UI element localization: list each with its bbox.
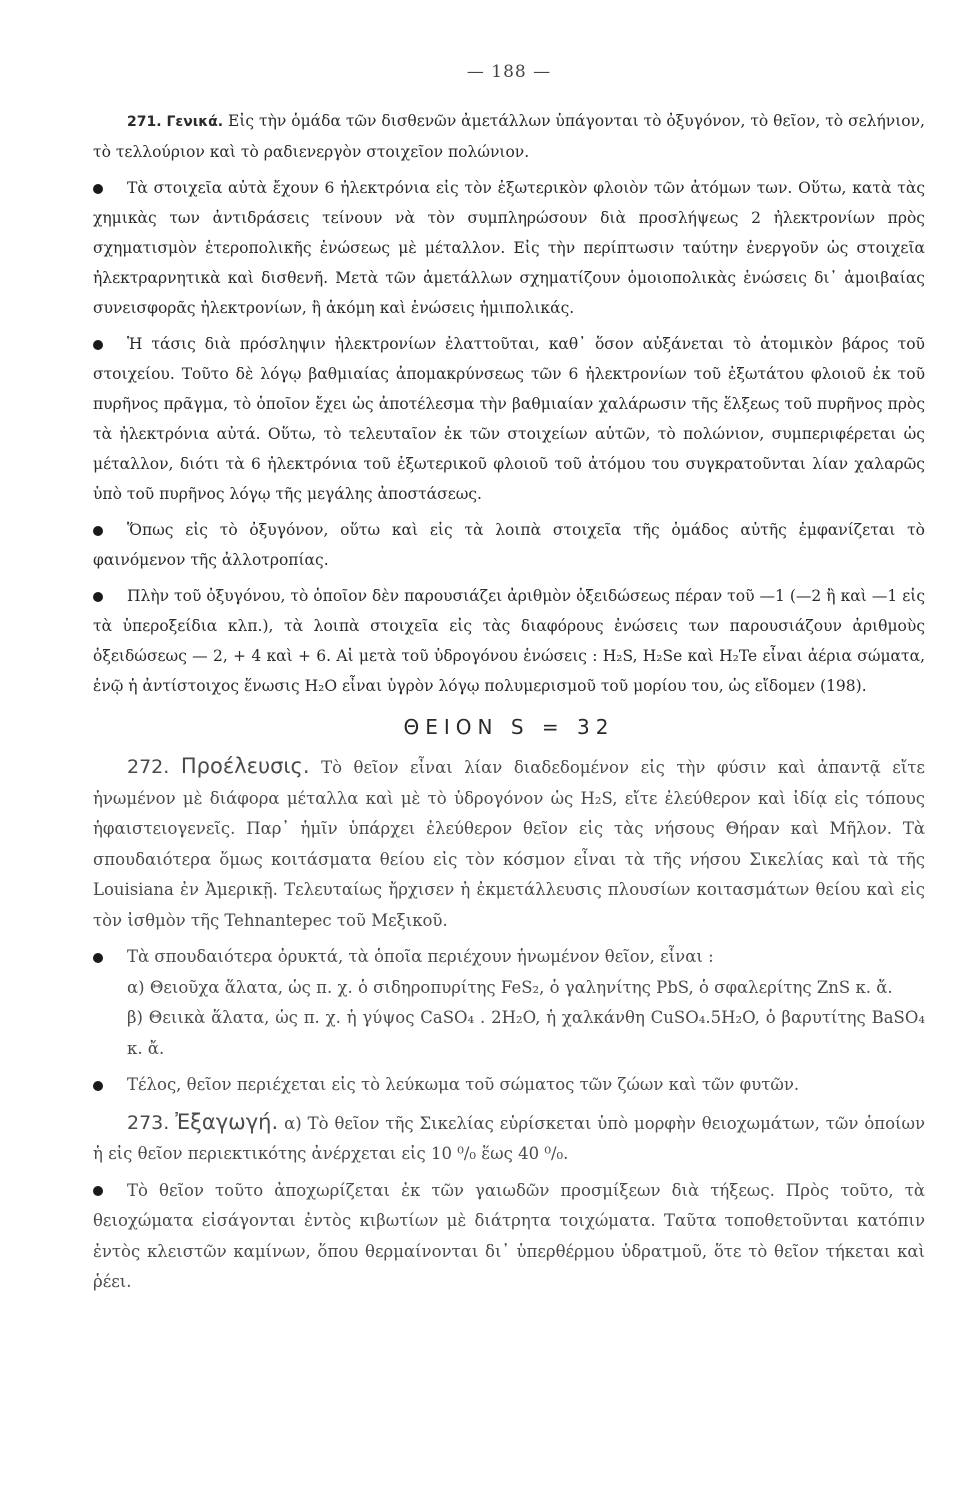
bullet-icon <box>93 340 103 350</box>
page-number: — 188 — <box>466 62 552 82</box>
paragraph-text: Τὰ στοιχεῖα αὐτὰ ἔχουν 6 ἠλεκτρόνια εἰς τὸν ἐξωτερικὸν φλοιὸν τῶν ἀτόμων των. Οὕτω, κατὰ τὰς χημικὰς των ἀντιδράσεις τείνουν νὰ τὸν συμπληρώσουν διὰ προσλήψεως 2 ἠλεκτρονίων πρὸς σχηματισμὸν ἑτεροπολικῆς ἑνώσεως μὲ μέταλλον. Εἰς τὴν περίπτωσιν ταύτην ἐνεργοῦν ὡς στοιχεῖα ἠλεκτραρνητικὰ καὶ δισθενῆ. Μετὰ τῶν ἀμετάλλων σχηματίζουν ὁμοιοπολικὰς ἑνώσεις δι᾽ ἀμοιβαίας συνεισφορᾶς ἠλεκτρονίων, ἢ ἀκόμη καὶ ἑνώσεις ἡμιπολικάς. <box>93 179 925 317</box>
section-272-intro <box>93 751 925 936</box>
paragraph <box>93 329 925 509</box>
bullet-icon <box>93 526 103 536</box>
paragraph-text: Τὸ θεῖον εἶναι λίαν διαδεδομένον εἰς τὴν φύσιν καὶ ἀπαντᾷ εἴτε ἡνωμένον μὲ διάφορα μέταλλα καὶ μὲ τὸ ὑδρογόνον ὡς H₂S, εἴτε ἐλεύθερον καὶ ἰδίᾳ εἰς τόπους ἡφαιστειογενεῖς. Παρ᾽ ἡμῖν ὑπάρχει ἐλεύθερον θεῖον εἰς τὰς νήσους Θήραν καὶ Μῆλον. Τὰ σπουδαιότερα ὅμως κοιτάσματα θείου εἰς τὸν κόσμον εἶναι τὰ τῆς νήσου Σικελίας καὶ τὰ τῆς Louisiana ἐν Ἀμερικῇ. Τελευταίως ἤρχισεν ἡ ἐκμετάλλευσις πλουσίων κοιτασμάτων θείου καὶ εἰς τὸν ἰσθμὸν τῆς Tehnantepec τοῦ Μεξικοῦ. <box>93 758 925 930</box>
list-item: α) Θειοῦχα ἅλατα, ὡς π. χ. ὁ σιδηροπυρίτης FeS₂, ὁ γαληνίτης PbS, ὁ σφαλερίτης ZnS κ. ἄ. <box>127 977 893 997</box>
bullet-icon <box>93 184 103 194</box>
section-271-intro <box>93 106 925 167</box>
paragraph-text: α) Τὸ θεῖον τῆς Σικελίας εὑρίσκεται ὑπὸ μορφὴν θειοχωμάτων, τῶν ὁποίων ἡ εἰς θεῖον περιεκτικότης ἀνέρχεται εἰς 10 ⁰/₀ ἕως 40 ⁰/₀. <box>93 1113 925 1163</box>
paragraph-text: Τὰ σπουδαιότερα ὀρυκτά, τὰ ὁποῖα περιέχουν ἡνωμένον θεῖον, εἶναι : <box>127 947 714 966</box>
section-title: Γενικά. <box>166 114 224 130</box>
paragraph <box>93 942 925 973</box>
paragraph <box>93 1070 925 1101</box>
section-title: Προέλευσις. <box>180 754 310 778</box>
section-271 <box>93 106 925 701</box>
section-272 <box>93 751 925 1101</box>
paragraph <box>93 1176 925 1298</box>
paragraph-text: Τὸ θεῖον τοῦτο ἀποχωρίζεται ἐκ τῶν γαιωδῶν προσμίξεων διὰ τήξεως. Πρὸς τοῦτο, τὰ θειοχώματα εἰσάγονται ἐντὸς κιβωτίων μὲ διάτρητα τοιχώματα. Ταῦτα τοποθετοῦνται κατόπιν ἐντὸς κλειστῶν καμίνων, ὅπου θερμαίνονται δι᾽ ὑπερθέρμου ὑδρατμοῦ, ὅτε τὸ θεῖον τήκεται καὶ ῥέει. <box>93 1180 925 1291</box>
section-number: 272. <box>127 756 170 778</box>
paragraph <box>93 581 925 701</box>
section-number: 273. <box>127 1111 170 1134</box>
paragraph <box>93 515 925 575</box>
bullet-icon <box>93 1186 103 1196</box>
paragraph-text: Ἡ τάσις διὰ πρόσληψιν ἠλεκτρονίων ἐλαττοῦται, καθ᾽ ὅσον αὐξάνεται τὸ ἀτομικὸν βάρος τοῦ στοιχείου. Τοῦτο δὲ λόγῳ βαθμιαίας ἀπομακρύνσεως τῶν 6 ἠλεκτρονίων τοῦ ἐξωτάτου φλοιοῦ ἐκ τοῦ πυρῆνος πρᾶγμα, τὸ ὁποῖον ἔχει ὡς ἀποτέλεσμα τὴν βαθμιαίαν χαλάρωσιν τῆς ἕλξεως τοῦ πυρῆνος πρὸς τὰ ἠλεκτρόνια αὐτά. Οὕτω, τὸ τελευταῖον ἐκ τῶν στοιχείων αὐτῶν, τὸ πολώνιον, συμπεριφέρεται ὡς μέταλλον, διότι τὰ 6 ἠλεκτρόνια τοῦ ἐξωτερικοῦ φλοιοῦ τοῦ ἀτόμου του συγκρατοῦνται λίαν χαλαρῶς ὑπὸ τοῦ πυρῆνος λόγῳ τῆς μεγάλης ἀποστάσεως. <box>93 335 925 503</box>
paragraph-text: Ὅπως εἰς τὸ ὀξυγόνον, οὕτω καὶ εἰς τὰ λοιπὰ στοιχεῖα τῆς ὁμάδος αὐτῆς ἐμφανίζεται τὸ φαινόμενον τῆς ἀλλοτροπίας. <box>93 521 925 569</box>
paragraph-text: Πλὴν τοῦ ὀξυγόνου, τὸ ὁποῖον δὲν παρουσιάζει ἀριθμὸν ὀξειδώσεως πέραν τοῦ —1 (—2 ἢ καὶ —1 εἰς τὰ ὑπεροξείδια κλπ.), τὰ λοιπὰ στοιχεῖα εἰς τὰς διαφόρους ἑνώσεις των παρουσιάζουν ἀριθμοὺς ὀξειδώσεως — 2, + 4 καὶ + 6. Αἱ μετὰ τοῦ ὑδρογόνου ἑνώσεις : H₂S, H₂Se καὶ H₂Te εἶναι ἀέρια σώματα, ἐνῷ ἡ ἀντίστοιχος ἕνωσις H₂O εἶναι ὑγρὸν λόγῳ πολυμερισμοῦ τοῦ μορίου του, ὡς εἴδομεν (198). <box>93 587 925 695</box>
bullet-icon <box>93 592 103 602</box>
paragraph-text: Τέλος, θεῖον περιέχεται εἰς τὸ λεύκωμα τοῦ σώματος τῶν ζώων καὶ τῶν φυτῶν. <box>127 1075 800 1094</box>
list-item: β) Θειικὰ ἅλατα, ὡς π. χ. ἡ γύψος CaSO₄ . 2H₂O, ἡ χαλκάνθη CuSO₄.5H₂O, ὁ βαρυτίτης BaSO₄ κ. ἄ. <box>127 1008 925 1058</box>
paragraph-text: Εἰς τὴν ὁμάδα τῶν δισθενῶν ἀμετάλλων ὑπάγονται τὸ ὀξυγόνον, τὸ θεῖον, τὸ σελήνιον, τὸ τελλούριον καὶ τὸ ραδιενεργὸν στοιχεῖον πολώνιον. <box>93 112 925 161</box>
section-273 <box>93 1107 925 1298</box>
section-number: 271. <box>127 114 162 130</box>
document-page <box>93 62 925 1298</box>
bullet-icon <box>93 953 103 963</box>
section-title: Ἐξαγωγή. <box>175 1109 279 1134</box>
section-273-intro <box>93 1107 925 1170</box>
element-heading: ΘΕΙΟΝ S = 32 <box>403 715 615 739</box>
paragraph <box>93 173 925 323</box>
bullet-icon <box>93 1081 103 1091</box>
